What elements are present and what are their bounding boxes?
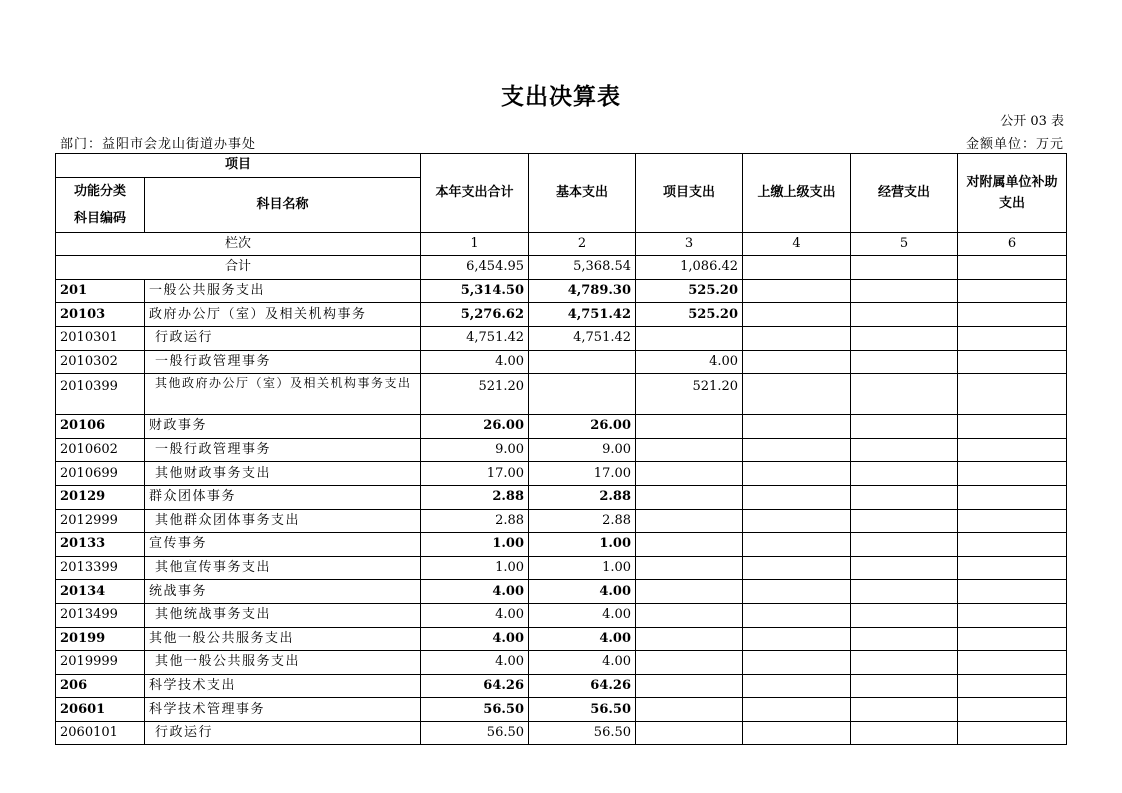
summary-subsidy: [958, 256, 1067, 280]
row-subsidy: [958, 603, 1067, 627]
row-code: 2060101: [56, 721, 145, 745]
row-subject-name: 群众团体事务: [145, 485, 421, 509]
row-subsidy: [958, 509, 1067, 533]
row-upper: [743, 279, 851, 303]
row-code: 206: [56, 674, 145, 698]
table-row: [56, 462, 1067, 486]
row-project: 525.20: [636, 303, 743, 327]
row-code: 20199: [56, 627, 145, 651]
row-basic: 64.26: [529, 674, 636, 698]
row-project: 4.00: [636, 350, 743, 374]
column-index-row: [56, 232, 1067, 256]
column-index-label: 栏次: [56, 232, 421, 256]
table-row: [56, 651, 1067, 675]
row-basic: 4,789.30: [529, 279, 636, 303]
row-code: 2010699: [56, 462, 145, 486]
row-code: 2019999: [56, 651, 145, 675]
row-basic: 17.00: [529, 462, 636, 486]
row-total: 521.20: [421, 374, 529, 415]
table-number: 公开 03 表: [1000, 114, 1064, 129]
row-subsidy: [958, 698, 1067, 722]
table-row: [56, 350, 1067, 374]
row-total: 4.00: [421, 627, 529, 651]
row-code: 20133: [56, 533, 145, 557]
row-operation: [851, 509, 958, 533]
row-code: 20134: [56, 580, 145, 604]
row-upper: [743, 721, 851, 745]
header-basic: 基本支出: [529, 154, 636, 233]
table-row: [56, 303, 1067, 327]
header-upper: 上缴上级支出: [743, 154, 851, 233]
row-total: 5,314.50: [421, 279, 529, 303]
summary-row: [56, 256, 1067, 280]
row-basic: 56.50: [529, 721, 636, 745]
table-row: [56, 721, 1067, 745]
row-operation: [851, 698, 958, 722]
row-subject-name: 科学技术支出: [145, 674, 421, 698]
row-total: 1.00: [421, 533, 529, 557]
table-row: [56, 374, 1067, 415]
row-total: 4.00: [421, 603, 529, 627]
header-row-1: [56, 154, 1067, 178]
table-row: [56, 603, 1067, 627]
row-subject-name: 其他宣传事务支出: [145, 556, 421, 580]
row-basic: 2.88: [529, 485, 636, 509]
row-project: [636, 580, 743, 604]
header-subject-name: 科目名称: [145, 177, 421, 232]
department-label: 部门：益阳市会龙山街道办事处: [60, 137, 257, 152]
row-subsidy: [958, 556, 1067, 580]
row-project: [636, 651, 743, 675]
row-operation: [851, 485, 958, 509]
row-project: [636, 438, 743, 462]
row-project: 525.20: [636, 279, 743, 303]
row-subsidy: [958, 374, 1067, 415]
row-subject-name: 财政事务: [145, 415, 421, 439]
row-upper: [743, 556, 851, 580]
row-project: [636, 509, 743, 533]
row-operation: [851, 627, 958, 651]
header-operation: 经营支出: [851, 154, 958, 233]
table-row: [56, 674, 1067, 698]
row-operation: [851, 721, 958, 745]
row-upper: [743, 350, 851, 374]
row-subsidy: [958, 485, 1067, 509]
header-total: 本年支出合计: [421, 154, 529, 233]
row-total: 2.88: [421, 509, 529, 533]
row-basic: 4.00: [529, 627, 636, 651]
row-subsidy: [958, 303, 1067, 327]
row-subsidy: [958, 438, 1067, 462]
row-operation: [851, 326, 958, 350]
row-total: 17.00: [421, 462, 529, 486]
row-code: 2010602: [56, 438, 145, 462]
row-subject-name: 一般公共服务支出: [145, 279, 421, 303]
row-code: 2013399: [56, 556, 145, 580]
row-operation: [851, 556, 958, 580]
amount-unit-label: 金额单位：万元: [965, 137, 1064, 152]
row-code: 2012999: [56, 509, 145, 533]
row-project: [636, 485, 743, 509]
row-basic: [529, 374, 636, 415]
row-operation: [851, 303, 958, 327]
row-subsidy: [958, 326, 1067, 350]
row-code: 20106: [56, 415, 145, 439]
row-subject-name: 其他统战事务支出: [145, 603, 421, 627]
row-operation: [851, 374, 958, 415]
row-subject-name: 宣传事务: [145, 533, 421, 557]
table-row: [56, 326, 1067, 350]
row-upper: [743, 509, 851, 533]
row-basic: 26.00: [529, 415, 636, 439]
page-title: 支出决算表: [501, 84, 621, 110]
row-basic: 9.00: [529, 438, 636, 462]
row-subsidy: [958, 350, 1067, 374]
row-project: [636, 326, 743, 350]
row-subsidy: [958, 533, 1067, 557]
row-upper: [743, 603, 851, 627]
row-operation: [851, 651, 958, 675]
row-total: 26.00: [421, 415, 529, 439]
header-item: 项目: [56, 154, 421, 178]
row-basic: [529, 350, 636, 374]
row-code: 20129: [56, 485, 145, 509]
expenditure-table: [55, 153, 1067, 745]
row-subsidy: [958, 279, 1067, 303]
table-row: [56, 279, 1067, 303]
row-total: 4.00: [421, 651, 529, 675]
row-total: 4,751.42: [421, 326, 529, 350]
row-basic: 4.00: [529, 651, 636, 675]
row-subject-name: 行政运行: [145, 721, 421, 745]
row-upper: [743, 374, 851, 415]
row-upper: [743, 698, 851, 722]
row-total: 2.88: [421, 485, 529, 509]
summary-project: 1,086.42: [636, 256, 743, 280]
row-subsidy: [958, 651, 1067, 675]
table-row: [56, 533, 1067, 557]
row-code: 2010399: [56, 374, 145, 415]
row-subject-name: 政府办公厅（室）及相关机构事务: [145, 303, 421, 327]
column-index-cell: 4: [743, 232, 851, 256]
row-subject-name: 一般行政管理事务: [145, 438, 421, 462]
row-upper: [743, 580, 851, 604]
row-total: 56.50: [421, 721, 529, 745]
row-operation: [851, 462, 958, 486]
row-code: 20601: [56, 698, 145, 722]
row-subject-name: 科学技术管理事务: [145, 698, 421, 722]
column-index-cell: 3: [636, 232, 743, 256]
header-subsidy: 对附属单位补助支出: [958, 154, 1067, 233]
row-subsidy: [958, 674, 1067, 698]
header-func-code: [56, 177, 145, 232]
table-row: [56, 580, 1067, 604]
row-subsidy: [958, 415, 1067, 439]
table-row: [56, 627, 1067, 651]
row-basic: 4,751.42: [529, 303, 636, 327]
row-code: 201: [56, 279, 145, 303]
row-upper: [743, 651, 851, 675]
row-basic: 4.00: [529, 580, 636, 604]
row-upper: [743, 627, 851, 651]
row-project: 521.20: [636, 374, 743, 415]
row-subject-name: 其他一般公共服务支出: [145, 651, 421, 675]
row-subsidy: [958, 627, 1067, 651]
row-project: [636, 462, 743, 486]
row-upper: [743, 533, 851, 557]
row-project: [636, 415, 743, 439]
row-total: 5,276.62: [421, 303, 529, 327]
row-project: [636, 627, 743, 651]
row-total: 9.00: [421, 438, 529, 462]
table-row: [56, 415, 1067, 439]
column-index-cell: 6: [958, 232, 1067, 256]
row-subject-name: 其他一般公共服务支出: [145, 627, 421, 651]
row-total: 1.00: [421, 556, 529, 580]
row-basic: 1.00: [529, 556, 636, 580]
summary-operation: [851, 256, 958, 280]
table-row: [56, 485, 1067, 509]
row-upper: [743, 326, 851, 350]
summary-basic: 5,368.54: [529, 256, 636, 280]
row-subject-name: 其他财政事务支出: [145, 462, 421, 486]
table-row: [56, 509, 1067, 533]
row-subsidy: [958, 462, 1067, 486]
row-total: 4.00: [421, 350, 529, 374]
row-upper: [743, 462, 851, 486]
table-row: [56, 556, 1067, 580]
row-project: [636, 533, 743, 557]
row-subject-name: 一般行政管理事务: [145, 350, 421, 374]
row-operation: [851, 279, 958, 303]
table-row: [56, 438, 1067, 462]
row-code: 2010301: [56, 326, 145, 350]
row-basic: 4.00: [529, 603, 636, 627]
row-operation: [851, 438, 958, 462]
row-project: [636, 603, 743, 627]
row-project: [636, 674, 743, 698]
row-operation: [851, 580, 958, 604]
row-operation: [851, 674, 958, 698]
row-subject-name: 统战事务: [145, 580, 421, 604]
row-code: 2013499: [56, 603, 145, 627]
row-code: 2010302: [56, 350, 145, 374]
row-code: 20103: [56, 303, 145, 327]
row-upper: [743, 415, 851, 439]
row-project: [636, 556, 743, 580]
row-project: [636, 721, 743, 745]
row-operation: [851, 533, 958, 557]
row-total: 4.00: [421, 580, 529, 604]
row-project: [636, 698, 743, 722]
row-upper: [743, 485, 851, 509]
column-index-cell: 2: [529, 232, 636, 256]
row-upper: [743, 303, 851, 327]
header-project: 项目支出: [636, 154, 743, 233]
summary-label: 合计: [56, 256, 421, 280]
row-basic: 56.50: [529, 698, 636, 722]
row-basic: 4,751.42: [529, 326, 636, 350]
header-func-code-line2: 科目编码: [73, 210, 126, 226]
column-index-cell: 1: [421, 232, 529, 256]
row-operation: [851, 415, 958, 439]
row-upper: [743, 674, 851, 698]
row-basic: 2.88: [529, 509, 636, 533]
row-subject-name: 行政运行: [145, 326, 421, 350]
row-total: 64.26: [421, 674, 529, 698]
row-total: 56.50: [421, 698, 529, 722]
row-subject-name: 其他群众团体事务支出: [145, 509, 421, 533]
header-func-code-line1: 功能分类: [73, 183, 126, 199]
row-subject-name: 其他政府办公厅（室）及相关机构事务支出: [145, 374, 421, 415]
summary-upper: [743, 256, 851, 280]
summary-total: 6,454.95: [421, 256, 529, 280]
table-row: [56, 698, 1067, 722]
row-subsidy: [958, 580, 1067, 604]
row-operation: [851, 603, 958, 627]
row-subsidy: [958, 721, 1067, 745]
row-operation: [851, 350, 958, 374]
row-basic: 1.00: [529, 533, 636, 557]
row-upper: [743, 438, 851, 462]
column-index-cell: 5: [851, 232, 958, 256]
